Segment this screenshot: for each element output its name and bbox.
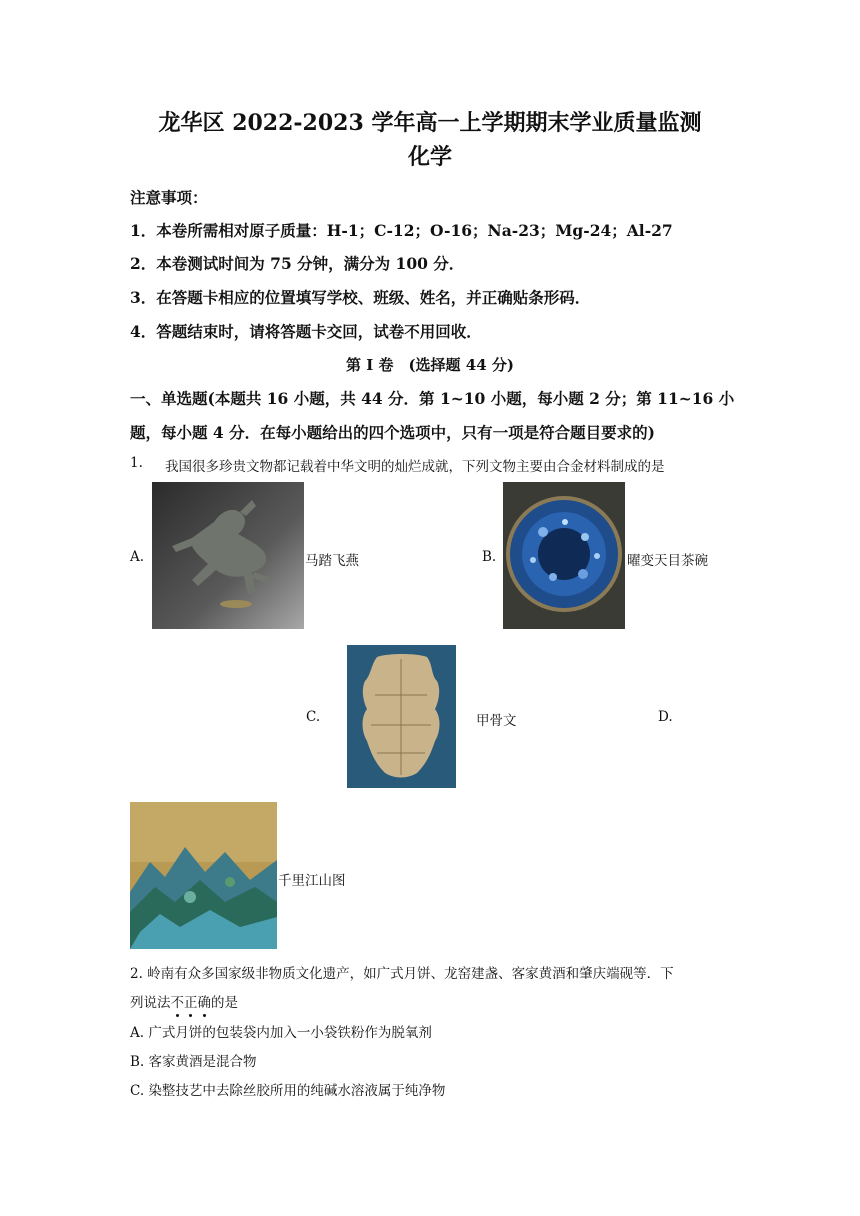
stem-text: 的是 [211, 995, 238, 1011]
option-label: C. [306, 709, 321, 725]
tea-bowl-image [503, 482, 625, 629]
option-label: D. [658, 709, 673, 725]
bronze-horse-image [152, 482, 304, 629]
exam-title: 龙华区 2022-2023 学年高一上学期期末学业质量监测 [158, 110, 702, 136]
notes-heading: 注意事项： [130, 188, 208, 207]
question-stem-line2 [130, 991, 238, 1011]
emphasis-char: 正 [184, 991, 198, 1011]
question-stem: 2. 岭南有众多国家级非物质文化遗产，如广式月饼、龙窑建盏、客家黄酒和肇庆端砚等．下 [130, 966, 674, 982]
subject-title: 化学 [407, 144, 452, 170]
question-number: 1. [130, 455, 143, 471]
section-instruction: 一、单选题(本题共 16 小题，共 44 分．第 1~10 小题，每小题 2 分；第 11~16 小 [130, 389, 735, 408]
option-item: C. 染整技艺中去除丝胶所用的纯碱水溶液属于纯净物 [130, 1083, 446, 1099]
emphasis-char: 不 [171, 991, 185, 1011]
note-item: 4．答题结束时，请将答题卡交回，试卷不用回收． [130, 322, 482, 341]
emphasis-char: 确 [198, 991, 212, 1011]
option-label: B. [482, 549, 497, 565]
option-text: 千里江山图 [278, 873, 346, 889]
option-item: A. 广式月饼的包装袋内加入一小袋铁粉作为脱氧剂 [130, 1025, 432, 1041]
option-text: 甲骨文 [476, 713, 517, 729]
note-item: 2．本卷测试时间为 75 分钟，满分为 100 分． [130, 254, 465, 273]
section-instruction: 题，每小题 4 分．在每小题给出的四个选项中，只有一项是符合题目要求的) [130, 423, 655, 442]
question-stem: 我国很多珍贵文物都记载着中华文明的灿烂成就，下列文物主要由合金材料制成的是 [165, 459, 665, 475]
note-item: 3．在答题卡相应的位置填写学校、班级、姓名，并正确贴条形码． [130, 288, 591, 307]
landscape-painting-image [130, 802, 277, 949]
option-label: A. [130, 549, 145, 565]
option-text: 曜变天目茶碗 [627, 553, 708, 569]
option-item: B. 客家黄酒是混合物 [130, 1054, 257, 1070]
option-text: 马踏飞燕 [305, 553, 359, 569]
oracle-bone-image [347, 645, 456, 788]
section-title: 第 I 卷 (选择题 44 分) [346, 356, 514, 374]
note-item: 1．本卷所需相对原子质量：H-1；C-12；O-16；Na-23；Mg-24；Al-27 [130, 221, 673, 240]
stem-text: 列说法 [130, 995, 171, 1011]
